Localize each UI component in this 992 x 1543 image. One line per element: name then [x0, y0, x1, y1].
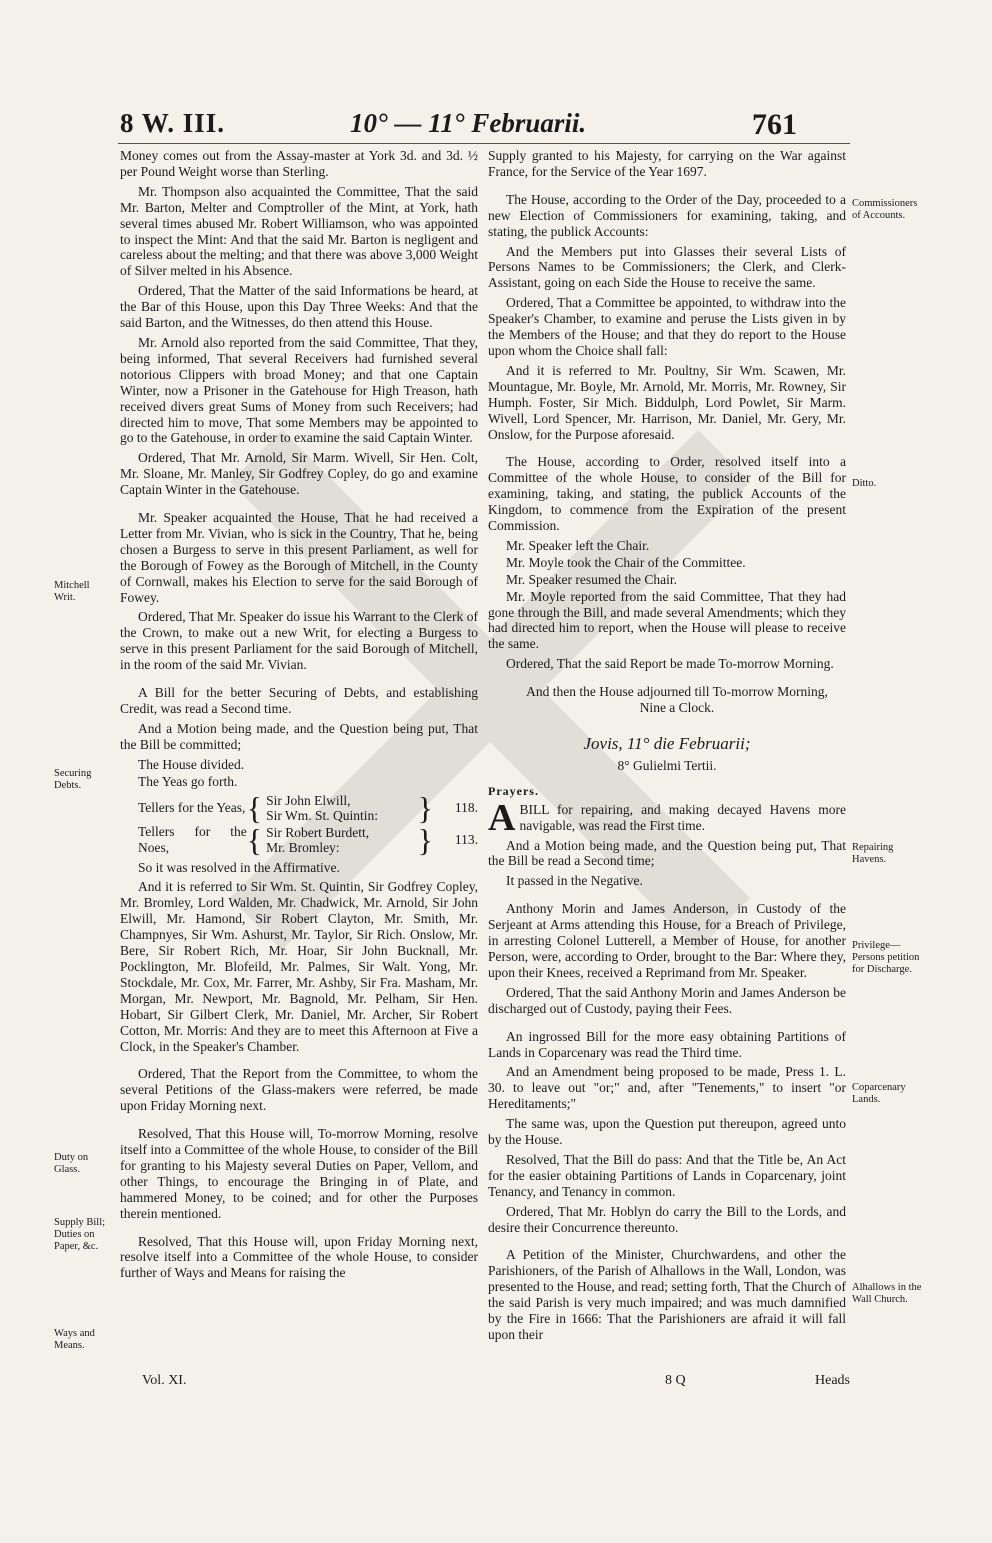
margin-note-alhallows: Alhallows in the Wall Church. [852, 1282, 922, 1305]
paragraph: Anthony Morin and James Anderson, in Custody of the Serjeant at Arms attending this House, for a Breach of Privilege, in arresting Colonel Lutterell, a Member of House, for another Person, were, according to Order, brought to the Bar: Where they, upon their Knees, received a Reprimand from Mr. Speaker. [488, 901, 846, 980]
margin-note-coparcenary: Coparcenary Lands. [852, 1082, 906, 1105]
margin-note-supply: Supply Bill; Duties on Paper, &c. [54, 1217, 106, 1252]
teller-name: Mr. Bromley: [266, 839, 340, 855]
paragraph: Resolved, That this House will, To-morrow Morning, resolve itself into a Committee of the whole House, to consider of the Bill for granting to his Majesty several Duties on Paper, Vellom, and other Things, to encourage the Bringing in of Plate, and hammered Money, to be coined; and for other the Purposes therein mentioned. [120, 1126, 478, 1221]
printer-signature: 8 Q [665, 1373, 686, 1388]
brace-icon: { [246, 789, 263, 826]
paragraph: A Bill for the better Securing of Debts, and establishing Credit, was read a Second time. [120, 685, 478, 716]
running-head-dates: 10° — 11° Februarii. [350, 108, 587, 138]
paragraph-text: BILL for repairing, and making decayed Havens more navigable, was read the First time. [519, 801, 846, 833]
paragraph: Money comes out from the Assay-master at York 3d. and 3d. ½ per Pound Weight worse than Sterling. [120, 148, 478, 179]
paragraph: A Petition of the Minister, Churchwardens, and other the Parishioners, of the Parish of Alhallows in the Wall, London, was presented to the House, and read; setting forth, That the Church of the said Parish is very much impaired; and was much damnified by the Fire in 1666: That the Parishioners are afraid it will fall upon their [488, 1247, 846, 1342]
paragraph: Ordered, That Mr. Hoblyn do carry the Bill to the Lords, and desire their Concurrence thereunto. [488, 1203, 846, 1235]
paragraph: And an Amendment being proposed to be made, Press 1. L. 30. to leave out "or;" and, after "Tenements," to insert "or Hereditaments;" [488, 1064, 846, 1112]
drop-cap: A [488, 796, 516, 839]
paragraph: So it was resolved in the Affirmative. [138, 859, 340, 875]
tellers-names [266, 793, 417, 823]
paragraph: The House, according to the Order of the Day, proceeded to a new Election of Commissioners for examining, taking, and stating, the publick Accounts: [488, 191, 846, 239]
division-line: The Yeas go forth. [138, 773, 238, 789]
paragraph: Ordered, That the Report from the Committee, to whom the several Petitions of the Glass-makers were referred, be made upon Friday Morning next. [120, 1066, 478, 1114]
paragraph: The same was, upon the Question put thereupon, agreed unto by the House. [488, 1116, 846, 1148]
paragraph: Mr. Speaker acquainted the House, That he had received a Letter from Mr. Vivian, who is sick in the Country, That he, being chosen a Burgess to serve in this present Parliament, as well for the Borough of Fowey as the Borough of Mitchell, in the County of Cornwall, makes his Election to serve for the said Borough of Fowey. [120, 510, 478, 605]
paragraph: Mr. Moyle took the Chair of the Committee. [506, 554, 746, 570]
tellers-label: Tellers for the Noes, [138, 823, 247, 855]
paragraph: Mr. Thompson also acquainted the Committee, That the said Mr. Barton, Melter and Comptroller of the Mint, at York, hath several times abused Mr. Robert Williamson, who was appointed to inspect the Mint: And that the said Mr. Barton is negligent and careless about the melting; and that there was above 3,000 Weight of Silver melted in his Absence. [120, 183, 478, 279]
paragraph: Mr. Speaker left the Chair. [506, 537, 650, 553]
paragraph: Ordered, That Mr. Arnold, Sir Marm. Wivell, Sir Hen. Colt, Mr. Sloane, Mr. Manley, Sir Godfrey Copley, do go and examine Captain Winter in the Gatehouse. [120, 450, 478, 498]
tellers-yeas [138, 789, 478, 826]
left-column [120, 148, 478, 1285]
paragraph: The House, according to Order, resolved itself into a Committee of the whole House, to consider of the Bill for examining, taking, and stating, the publick Accounts of the Kingdom, to commence from the Expiration of the present Commission. [488, 454, 846, 534]
brace-icon: { [246, 821, 263, 858]
day-heading: Jovis, 11° die Februarii; [583, 734, 751, 753]
paragraph: And it is referred to Mr. Poultny, Sir Wm. Scawen, Mr. Mountague, Mr. Boyle, Mr. Arnold, Mr. Morris, Mr. Rowney, Sir Humph. Foster, Sir Mich. Biddulph, Lord Powlet, Sir Marm. Wivell, Lord Spencer, Mr. Harrison, Mr. Daniel, Mr. Gery, Mr. Onslow, for the Purpose aforesaid. [488, 362, 846, 442]
tellers-block [138, 789, 478, 858]
paragraph [488, 796, 846, 839]
margin-note-commissioners: Commissioners of Accounts. [852, 198, 918, 221]
margin-note-ways: Ways and Means. [54, 1328, 95, 1351]
vote-count: 113. [454, 831, 478, 847]
paragraph: And a Motion being made, and the Question being put, That the Bill be committed; [120, 720, 478, 752]
paragraph: Ordered, That the Matter of the said Informations be heard, at the Bar of this House, upon this Day Three Weeks: And that the said Barton, and the Witnesses, do then attend this House. [120, 283, 478, 331]
paragraph: Resolved, That the Bill do pass: And that the Title be, An Act for the easier obtaining Partitions of Lands in Coparcenary, joint Tenancy, and Tenancy in common. [488, 1151, 846, 1199]
brace-icon: } [417, 821, 433, 858]
vote-count: 118. [454, 799, 478, 815]
tellers-names [266, 825, 417, 855]
tellers-label: Tellers for the Yeas, [138, 799, 246, 815]
margin-note-mitchell: Mitchell Writ. [54, 580, 90, 603]
margin-note-ditto: Ditto. [852, 478, 877, 489]
margin-note-glass: Duty on Glass. [54, 1152, 89, 1175]
paragraph: And the Members put into Glasses their several Lists of Persons Names to be Commissioners; the Clerk, and Clerk-Assistant, going on each Side the House to receive the same. [488, 243, 846, 291]
paragraph: Mr. Moyle reported from the said Committee, That they had gone through the Bill, and made several Amendments; which they had directed him to report, when the House will please to receive the same. [488, 588, 846, 652]
paragraph: Ordered, That the said Report be made To-morrow Morning. [506, 656, 834, 672]
adjournment: And then the House adjourned till To-morrow Morning, Nine a Clock. [526, 684, 828, 716]
paragraph: Resolved, That this House will, upon Friday Morning next, resolve itself into a Committee of the whole House, to consider further of Ways and Means for raising the [120, 1233, 478, 1281]
day-subheading: 8° Gulielmi Tertii. [617, 757, 717, 773]
paragraph: An ingrossed Bill for the more easy obtaining Partitions of Lands in Coparcenary was read the Third time. [488, 1028, 846, 1060]
prayers-heading: Prayers. [488, 783, 539, 798]
volume-signature: Vol. XI. [142, 1373, 187, 1388]
paragraph: Mr. Arnold also reported from the said Committee, That they, being informed, That several Receivers had furnished several notorious Clippers with broad Money; and that one Captain Winter, now a Prisoner in the Gatehouse for High Treason, hath received divers great Sums of Money from such Receivers; had directed him to move, That some Members may be appointed to go to the Gatehouse, in order to examine the said Captain Winter. [120, 334, 478, 446]
paragraph: And it is referred to Sir Wm. St. Quintin, Sir Godfrey Copley, Mr. Bromley, Lord Walden, Mr. Chadwick, Mr. Arnold, Sir John Elwill, Mr. Hamond, Sir Robert Clayton, Mr. Smith, Mr. Champnyes, Sir Wm. Ashurst, Mr. Taylor, Sir Rich. Onslow, Mr. Bere, Sir Robert Rich, Mr. Hoar, Sir John Bucknall, Mr. Pocklington, Mr. Blofeild, Mr. Palmes, Sir Walt. Yong, Mr. Stockdale, Mr. Cox, Mr. Farrer, Mr. Ashby, Sir Fra. Masham, Mr. Morgan, Mr. Newport, Mr. Bagnold, Mr. Pelham, Sir Hen. Hobart, Sir Gilbert Clerk, Mr. Daniel, Mr. Archer, Sir Robert Cotton, Mr. Morris: And they are to meet this Afternoon at Five a Clock, in the Speaker's Chamber. [120, 879, 478, 1054]
catchword: Heads [815, 1373, 850, 1388]
header-rule [118, 143, 850, 144]
paragraph: Mr. Speaker resumed the Chair. [506, 571, 677, 587]
margin-note-securing-debts: Securing Debts. [54, 768, 92, 791]
paragraph: And a Motion being made, and the Question being put, That the Bill be read a Second time; [488, 837, 846, 869]
teller-name: Sir Robert Burdett, [266, 824, 370, 840]
paragraph: Supply granted to his Majesty, for carrying on the War against France, for the Service of the Year 1697. [488, 148, 846, 179]
margin-note-privilege: Privilege— Persons petition for Discharge. [852, 940, 920, 975]
running-head-regnal-year: 8 W. III. [120, 108, 226, 138]
right-column [488, 148, 846, 1347]
division-line: The House divided. [138, 756, 245, 772]
tellers-noes [138, 821, 478, 858]
paragraph: Ordered, That Mr. Speaker do issue his Warrant to the Clerk of the Crown, to make out a new Writ, for electing a Burgess to serve in this present Parliament for the said Borough of Mitchell, in the room of the said Mr. Vivian. [120, 609, 478, 673]
margin-note-havens: Repairing Havens. [852, 842, 894, 865]
paragraph: Ordered, That the said Anthony Morin and James Anderson be discharged out of Custody, paying their Fees. [488, 984, 846, 1016]
paragraph: Ordered, That a Committee be appointed, to withdraw into the Speaker's Chamber, to examine and peruse the Lists given in by the Members of the House; and that they do report to the House upon whom the Choice shall fall: [488, 295, 846, 358]
teller-name: Sir Wm. St. Quintin: [266, 807, 378, 823]
teller-name: Sir John Elwill, [266, 792, 351, 808]
brace-icon: } [417, 789, 433, 826]
paragraph: It passed in the Negative. [506, 873, 643, 889]
page-number: 761 [752, 108, 797, 141]
